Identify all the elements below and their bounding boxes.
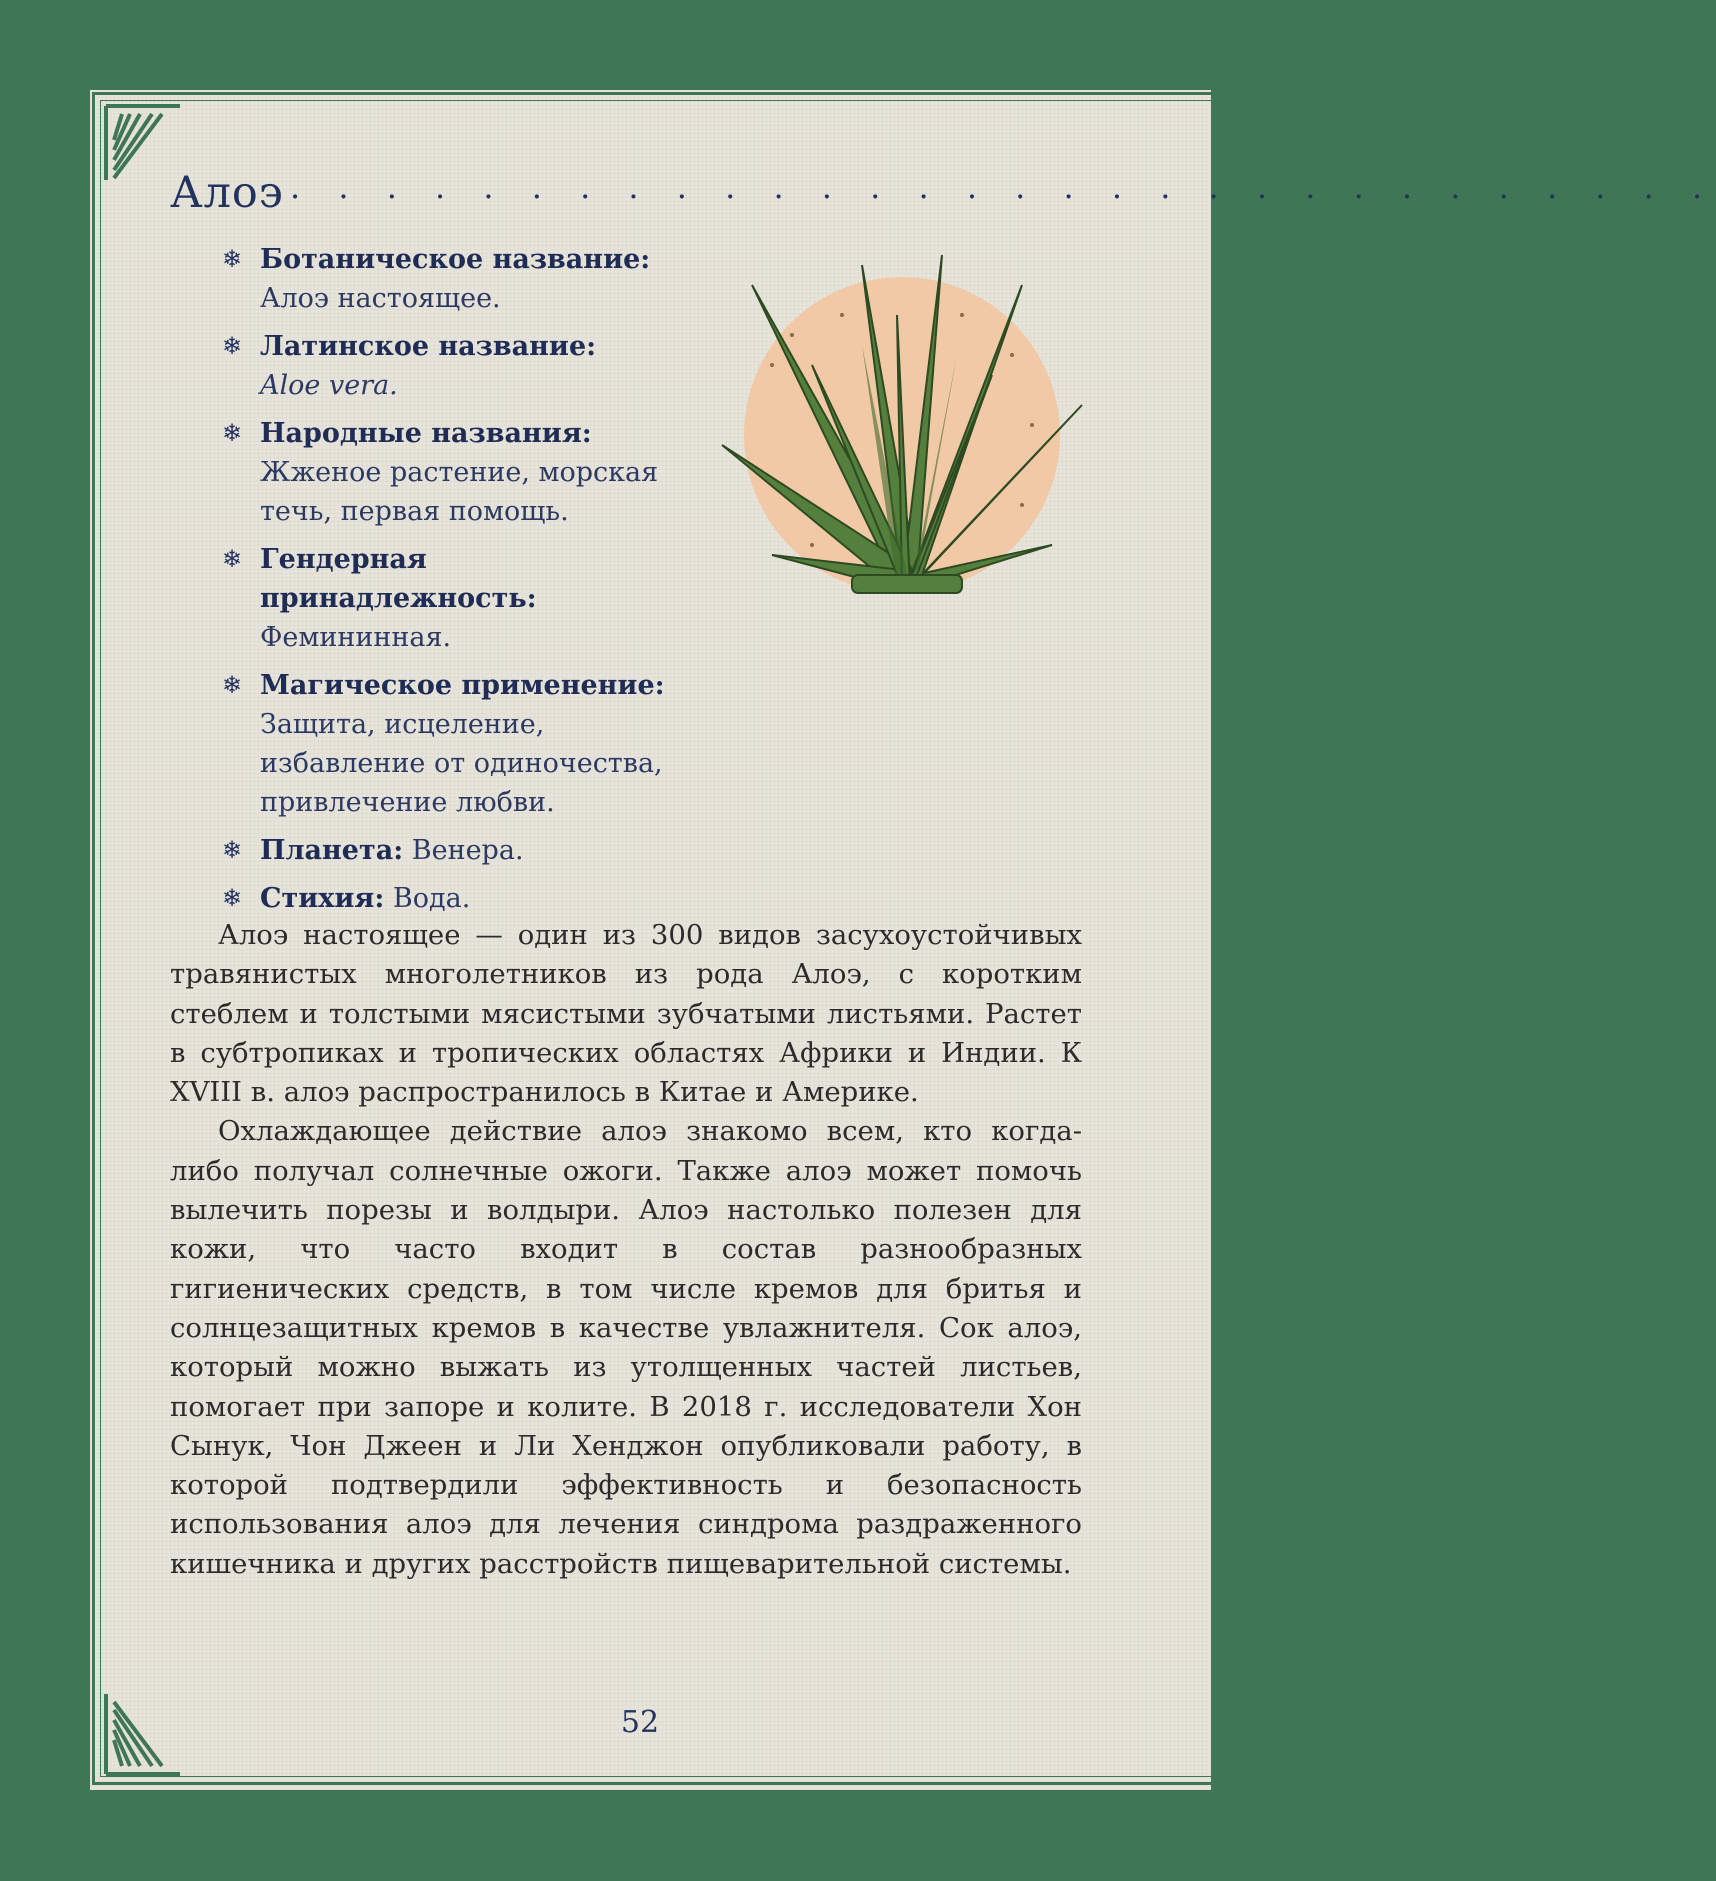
property-planet [222,831,692,870]
property-folk-names [222,414,692,531]
property-value: Вода. [392,883,471,914]
snowflake-bullet-icon: ❄ [222,245,243,273]
property-value: Aloe vera. [260,370,398,401]
title-dot-leader: . . . . . . . . . . . . . . . . . . . . . . . . . . . . . . [290,168,1716,206]
property-label: Народные названия: [260,418,592,449]
property-label: Стихия: [260,883,385,914]
property-value: Защита, исцеление, избавление от одиночества, привлечение любви. [260,709,663,818]
property-value: Жженое растение, морская течь, первая помощь. [260,457,659,527]
property-label: Латинское название: [260,331,597,362]
page-number: 52 [620,1705,660,1740]
paragraph: Охлаждающее действие алоэ знакомо всем, кто когда-либо получал солнечные ожоги. Также алоэ может помочь вылечить порезы и волдыри. Алоэ настолько полезен для кожи, что часто входит в состав разнообразных гигиенических средств, в том числе кремов для бритья и солнцезащитных кремов в качестве увлажнителя. Сок алоэ, который можно выжать из утолщенных частей листьев, помогает при запоре и колите. В 2018 г. исследователи Хон Сынук, Чон Джеен и Ли Хенджон опубликовали работу, в которой подтвердили эффективность и безопасность использования алоэ для лечения синдрома раздраженного кишечника и других расстройств пищеварительной системы. [170,1115,1082,1580]
snowflake-bullet-icon: ❄ [222,836,243,864]
aloe-illustration [712,225,1092,615]
properties-list [222,240,692,927]
snowflake-bullet-icon: ❄ [222,332,243,360]
body-text [170,916,1082,1584]
property-label: Магическое применение: [260,670,665,701]
property-magical-use [222,666,692,822]
snowflake-bullet-icon: ❄ [222,671,243,699]
property-label: Планета: [260,835,404,866]
snowflake-bullet-icon: ❄ [222,545,243,573]
entry-title: Алоэ [170,168,284,218]
property-label: Ботаническое название: [260,244,651,275]
property-gender [222,540,692,657]
property-value: Алоэ настоящее. [260,283,501,314]
property-value: Венера. [411,835,524,866]
property-value: Фемининная. [260,622,452,653]
snowflake-bullet-icon: ❄ [222,884,243,912]
corner-ornament-icon [100,1690,190,1780]
snowflake-bullet-icon: ❄ [222,419,243,447]
property-label: Гендерная принадлежность: [260,544,537,614]
paragraph: Алоэ настоящее — один из 300 видов засухоустойчивых травянистых многолетников из рода Алоэ, с коротким стеблем и толстыми мясистыми зубчатыми листьями. Растет в субтропиках и тропических областях Африки и Индии. К XVIII в. алоэ распространилось в Китае и Америке. [170,919,1082,1109]
property-latin-name [222,327,692,405]
property-element [222,879,692,918]
property-botanical-name [222,240,692,318]
